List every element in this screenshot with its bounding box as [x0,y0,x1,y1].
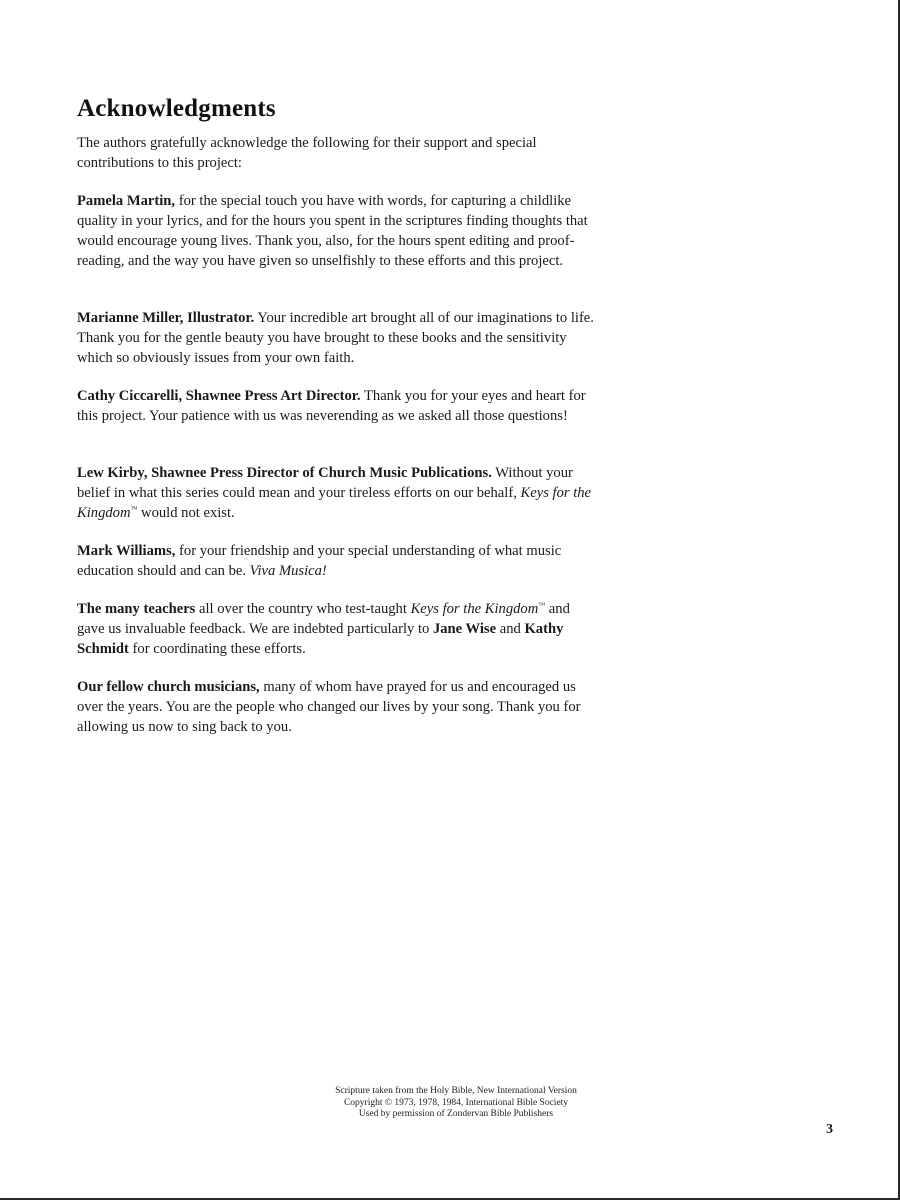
ack-text: Without your belief in what this series could mean and your tireless efforts on our behalf, [77,465,573,501]
intro-paragraph: The authors gratefully acknowledge the following for their support and special contributions to this project: [77,135,537,171]
ack-text: for the special touch you have with words, for capturing a childlike quality in your lyrics, and for the hours you spent in the scriptures finding thoughts that would encourage young lives. Thank you, also, for the hours spent editing and proof-reading, and the way you have given so unselfishly to these efforts and this project. [77,193,588,269]
ack-book-title: Keys for the Kingdom [77,485,592,521]
ack-text: Thank you for your eyes and heart for this project. Your patience with us was neverending as we asked all those questions! [77,388,586,424]
ack-name: The many teachers [77,601,196,617]
ack-text: Your incredible art brought all of our imaginations to life. Thank you for the gentle beauty you have brought to these books and the sensitivity which so obviously issues from your own faith. [77,310,594,366]
ack-name: Kathy Schmidt [77,621,564,657]
ack-text: would not exist. [137,505,235,521]
credit-line: Scripture taken from the Holy Bible, New International Version [335,1086,577,1096]
ack-church-musicians [77,677,597,737]
ack-name: Pamela Martin, [77,193,176,209]
ack-name: Mark Williams, [77,543,176,559]
trademark-mark: ™ [538,601,546,610]
ack-text: and gave us invaluable feedback. We are indebted particularly to [77,601,570,637]
ack-text: many of whom have prayed for us and encouraged us over the years. You are the people who changed our lives by your song. Thank you for allowing us now to sing back to you. [77,679,581,735]
ack-name: Our fellow church musicians, [77,679,260,695]
ack-text: all over the country who test-taught [195,601,411,617]
trademark-mark: ™ [130,505,138,514]
ack-name: Cathy Ciccarelli, Shawnee Press Art Director. [77,388,361,404]
ack-lew-kirby [77,463,597,523]
ack-cathy-ciccarelli [77,386,597,426]
credit-line: Used by permission of Zondervan Bible Publishers [358,1109,554,1119]
credit-line: Copyright © 1973, 1978, 1984, International Bible Society [343,1097,569,1108]
ack-text: and [496,621,525,637]
ack-marianne-miller [77,308,597,368]
ack-name: Lew Kirby, Shawnee Press Director of Church Music Publications. [77,465,492,481]
ack-book-title: Keys for the Kingdom [410,601,539,617]
ack-pamela-martin [77,191,597,271]
page-title: Acknowledgments [77,95,276,122]
ack-text: for your friendship and your special understanding of what music education should and can be. [77,543,562,579]
ack-many-teachers [77,599,597,659]
ack-mark-williams [77,541,597,581]
ack-text: for coordinating these efforts. [128,641,306,657]
ack-italic-phrase: Viva Musica! [249,563,327,579]
ack-name: Marianne Miller, Illustrator. [77,310,255,326]
ack-name: Jane Wise [432,621,497,637]
scripture-credits [306,1086,606,1121]
page-number: 3 [826,1122,833,1137]
